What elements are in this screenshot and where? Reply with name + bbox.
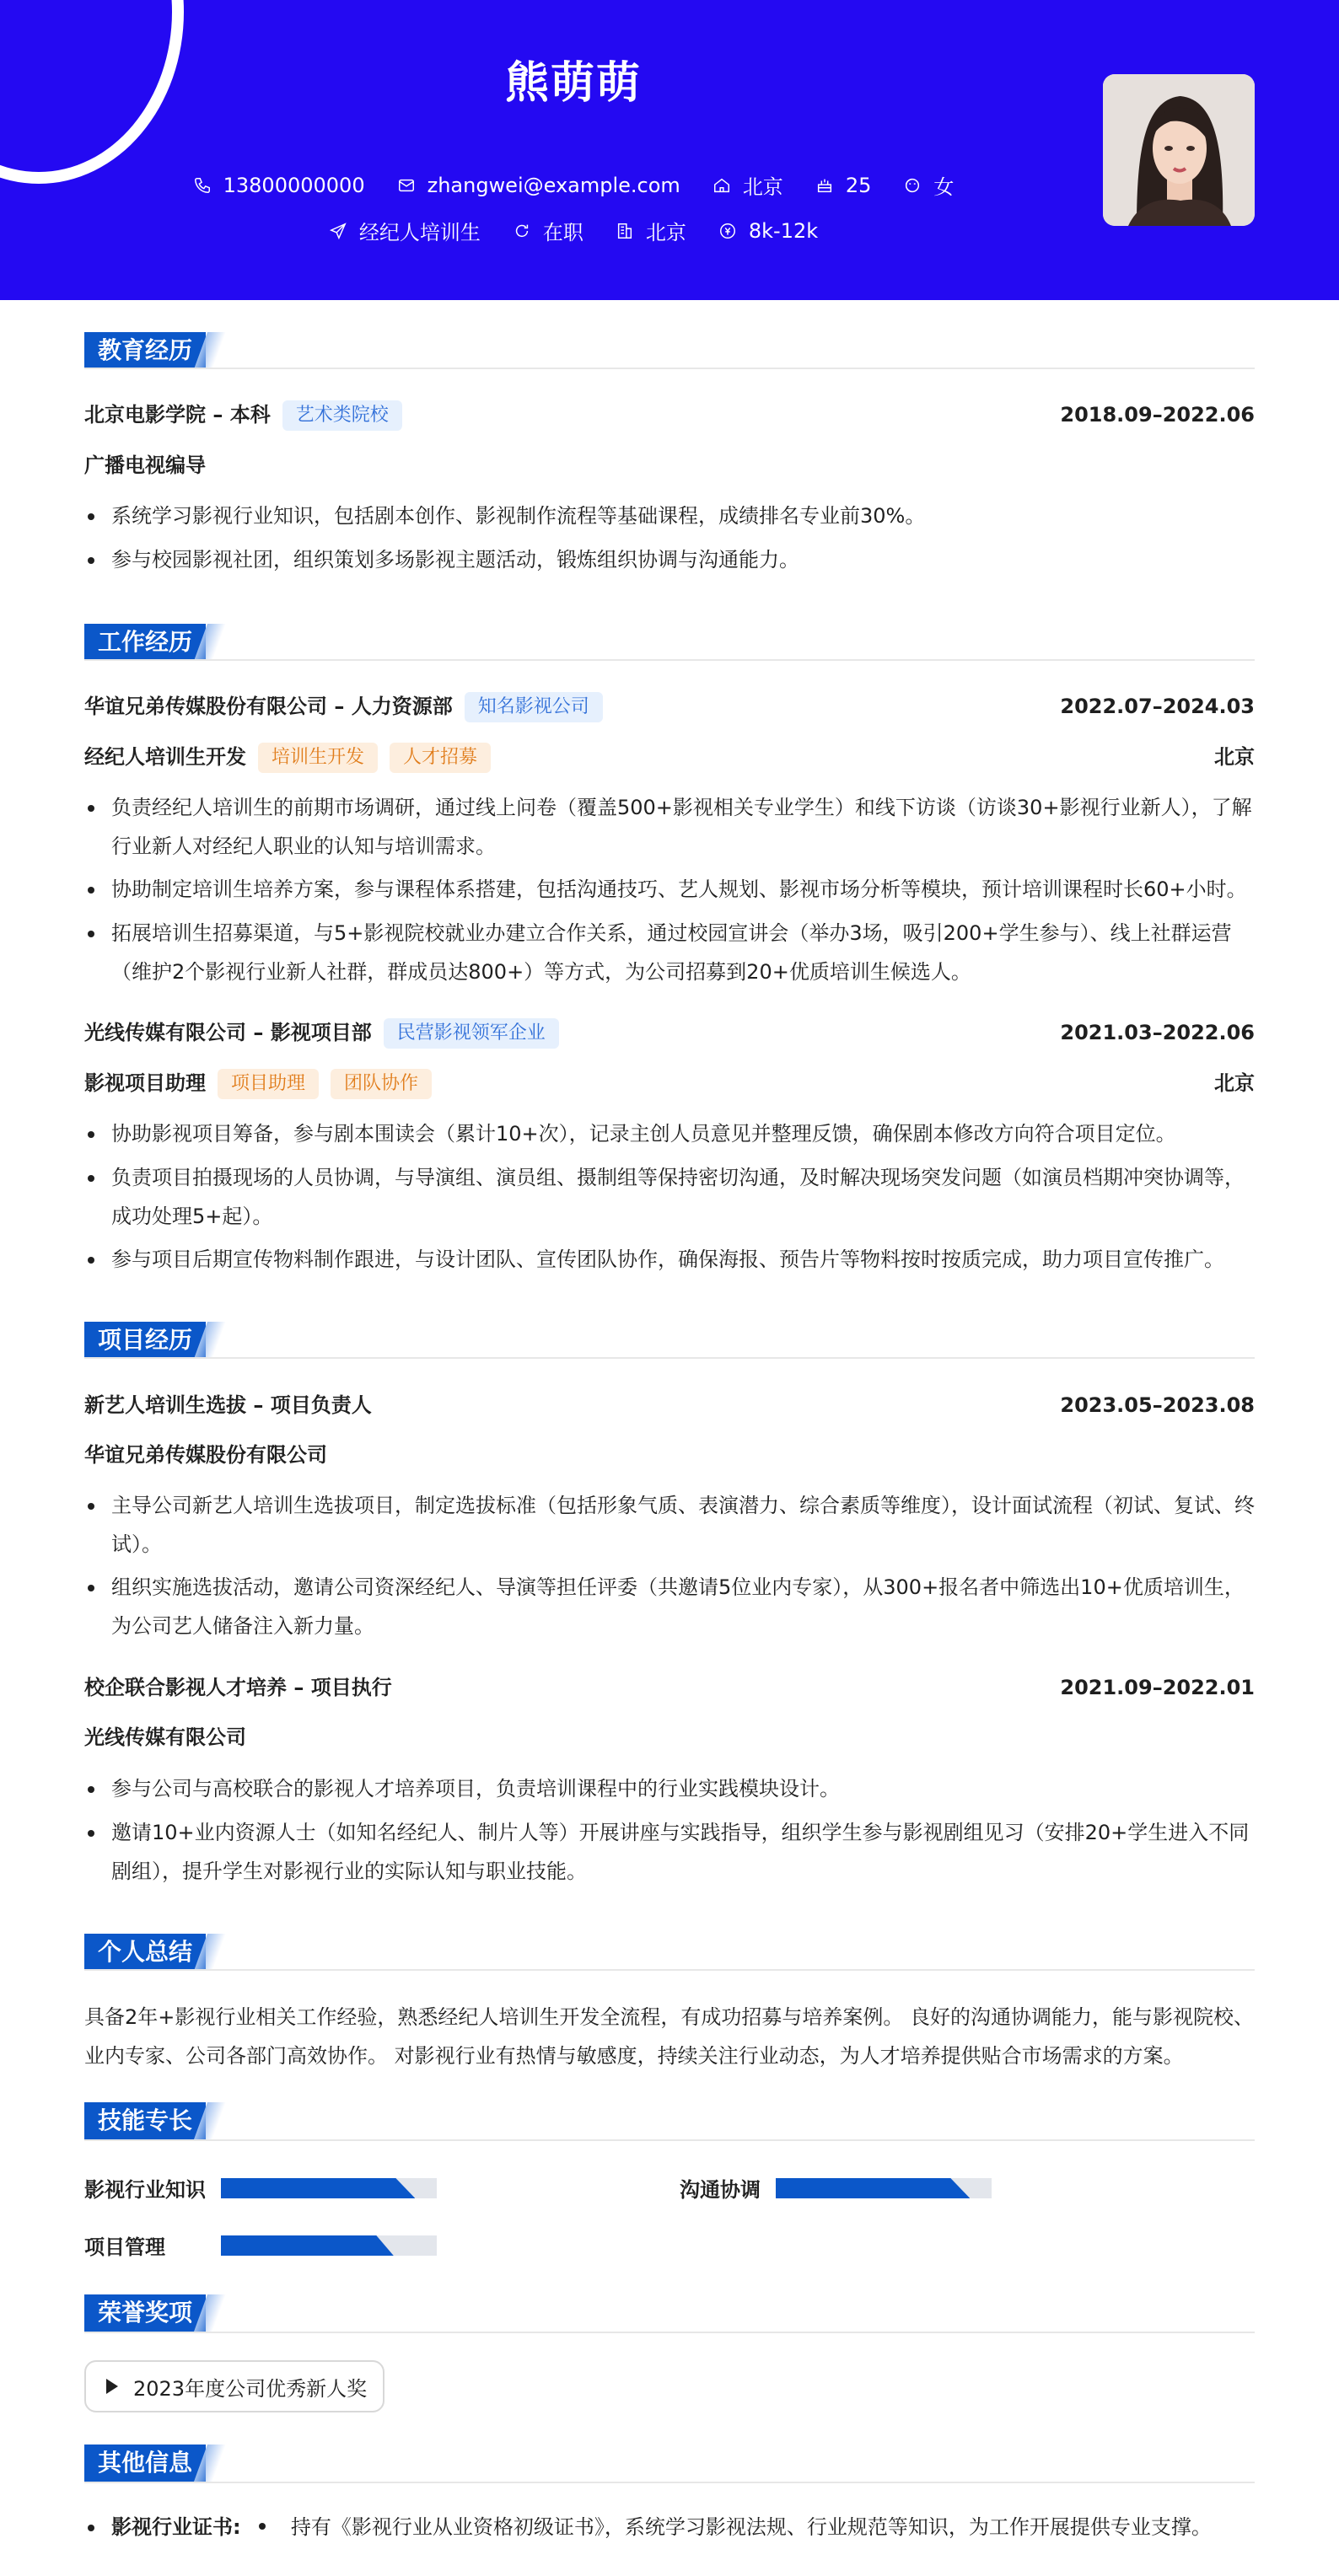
section-divider (84, 659, 1255, 661)
salary-text: 8k-12k (748, 218, 819, 243)
list-item: 参与校园影视社团，组织策划多场影视主题活动，锻炼组织协调与沟通能力。 (84, 540, 1255, 579)
company-tag: 民营影视领军企业 (384, 1018, 559, 1049)
education-period: 2018.09–2022.06 (1060, 403, 1255, 427)
salary-info (718, 219, 818, 243)
project-title: 新艺人培训生选拔 – 项目负责人 (84, 1393, 372, 1417)
list-item: 负责项目拍摄现场的人员协调，与导演组、演员组、摄制组等保持密切沟通，及时解决现场突发问题（如演员档期冲突协调等，成功处理5+起）。 (84, 1158, 1255, 1236)
company-name: 华谊兄弟传媒股份有限公司 – 人力资源部 (84, 695, 453, 718)
award-text: 2023年度公司优秀新人奖 (133, 2376, 368, 2401)
summary-text: 具备2年+影视行业相关工作经验，熟悉经纪人培训生开发全流程，有成功招募与培养案例。 良好的沟通协调能力，能与影视院校、业内专家、公司各部门高效协作。 对影视行业有热情与敏感度，持续关注行业动态，为人才培养提供贴合市场需求的方案。 (84, 2005, 1255, 2068)
other-info-text: 持有《影视行业从业资格初级证书》，系统学习影视法规、行业规范等知识，为工作开展提供专业支撑。 (290, 2515, 1212, 2539)
section-divider (84, 1357, 1255, 1359)
school-name: 北京电影学院 – 本科 (84, 403, 271, 427)
list-item: 参与公司与高校联合的影视人才培养项目，负责培训课程中的行业实践模块设计。 (84, 1769, 1255, 1808)
skill-bar-fill (221, 2235, 394, 2256)
building-icon (616, 222, 634, 240)
email-text: zhangwei@example.com (427, 173, 680, 197)
resume-header (0, 0, 1339, 300)
section-title-education: 教育经历 (84, 332, 219, 369)
email-info (397, 174, 680, 197)
city-text: 北京 (645, 221, 686, 244)
award-item[interactable] (84, 2360, 384, 2412)
location-info (713, 170, 783, 200)
project-period: 2023.05–2023.08 (1060, 1393, 1255, 1417)
education-header (84, 396, 1255, 433)
position-text: 经纪人培训生 (358, 221, 481, 244)
list-item: 负责经纪人培训生的前期市场调研，通过线上问卷（覆盖500+影视相关专业学生）和线下访谈（访谈30+影视行业新人），了解行业新人对经纪人职业的认知与培训需求。 (84, 788, 1255, 866)
work-header (84, 688, 1255, 725)
play-icon (106, 2379, 118, 2394)
section-title-projects: 项目经历 (84, 1322, 219, 1359)
skill-bar-fill (221, 2178, 415, 2198)
list-item: 组织实施选拔活动，邀请公司资深经纪人、导演等担任评委（共邀请5位业内专家），从300+报名者中筛选出10+优质培训生，为公司艺人储备注入新力量。 (84, 1568, 1255, 1645)
phone-info (193, 174, 365, 197)
list-item: 主导公司新艺人培训生选拔项目，制定选拔标准（包括形象气质、表演潜力、综合素质等维度），设计面试流程（初试、复试、终试）。 (84, 1486, 1255, 1564)
work-city: 北京 (1214, 1071, 1255, 1095)
education-major: 广播电视编导 (84, 453, 206, 477)
profile-photo (1103, 74, 1255, 226)
gender-icon (903, 176, 922, 195)
section-title-summary: 个人总结 (84, 1934, 219, 1971)
school-tag: 艺术类院校 (282, 400, 402, 431)
section-title-other: 其他信息 (84, 2445, 219, 2482)
skill-label: 项目管理 (84, 2235, 165, 2259)
list-item: 系统学习影视行业知识，包括剧本创作、影视制作流程等基础课程，成绩排名专业前30%。 (84, 496, 1255, 535)
section-title-skills: 技能专长 (84, 2102, 219, 2139)
skill-bar-fill (776, 2178, 970, 2198)
work-header (84, 1014, 1255, 1051)
project-title: 校企联合影视人才培养 – 项目执行 (84, 1676, 392, 1699)
role-title: 影视项目助理 (84, 1071, 206, 1095)
section-divider (84, 368, 1255, 369)
cake-icon (815, 176, 834, 195)
skill-bar (221, 2235, 437, 2256)
section-divider (84, 2482, 1255, 2483)
work-period: 2021.03–2022.06 (1060, 1021, 1255, 1044)
other-info-label: 影视行业证书: (111, 2515, 241, 2539)
city-info (616, 216, 686, 245)
age-info (815, 174, 872, 197)
section-divider (84, 1969, 1255, 1971)
age-text: 25 (845, 173, 872, 197)
position-info (329, 216, 481, 245)
list-item: 拓展培训生招募渠道，与5+影视院校就业办建立合作关系，通过校园宣讲会（举办3场，吸引200+学生参与）、线上社群运营（维护2个影视行业新人社群，群成员达800+）等方式，为公司招募到20+优质培训生候选人。 (84, 914, 1255, 991)
work-role-row (84, 1065, 1255, 1102)
role-tag: 团队协作 (331, 1069, 432, 1099)
gender-text: 女 (933, 175, 955, 199)
company-tag: 知名影视公司 (465, 692, 603, 722)
project-header (84, 1387, 1255, 1424)
role-tag: 人才招募 (390, 743, 491, 773)
list-item: 邀请10+业内资源人士（如知名经纪人、制片人等）开展讲座与实践指导，组织学生参与影视剧组见习（安排20+学生进入不同剧组），提升学生对影视行业的实际认知与职业技能。 (84, 1813, 1255, 1891)
gender-info (903, 170, 954, 200)
location-text: 北京 (742, 175, 783, 199)
skill-label: 沟通协调 (680, 2178, 761, 2202)
bullet-dot (259, 2523, 266, 2530)
section-divider (84, 2332, 1255, 2333)
section-title-awards: 荣誉奖项 (84, 2294, 219, 2332)
role-title: 经纪人培训生开发 (84, 745, 246, 769)
candidate-name: 熊萌萌 (504, 58, 642, 109)
refresh-icon (513, 222, 531, 240)
other-info-item (84, 2508, 1255, 2546)
section-divider (84, 2139, 1255, 2141)
section-title-work: 工作经历 (84, 624, 219, 661)
mail-icon (397, 176, 416, 195)
project-header (84, 1669, 1255, 1706)
project-period: 2021.09–2022.01 (1060, 1676, 1255, 1699)
project-company: 光线传媒有限公司 (84, 1725, 246, 1749)
job-intent-row (0, 216, 1147, 245)
contact-row (0, 170, 1147, 200)
home-icon (713, 176, 731, 195)
skill-bar (221, 2178, 437, 2198)
company-name: 光线传媒有限公司 – 影视项目部 (84, 1021, 372, 1044)
project-company: 华谊兄弟传媒股份有限公司 (84, 1443, 327, 1467)
skill-bar (776, 2178, 992, 2198)
list-item: 协助影视项目筹备，参与剧本围读会（累计10+次），记录主创人员意见并整理反馈，确保剧本修改方向符合项目定位。 (84, 1114, 1255, 1153)
work-city: 北京 (1214, 745, 1255, 769)
work-period: 2022.07–2024.03 (1060, 695, 1255, 718)
role-tag: 项目助理 (218, 1069, 319, 1099)
list-item: 协助制定培训生培养方案，参与课程体系搭建，包括沟通技巧、艺人规划、影视市场分析等模块，预计培训课程时长60+小时。 (84, 870, 1255, 909)
work-role-row (84, 738, 1255, 775)
money-icon (718, 222, 737, 240)
role-tag: 培训生开发 (258, 743, 378, 773)
phone-text: 13800000000 (223, 173, 365, 197)
send-icon (329, 222, 347, 240)
phone-icon (193, 176, 212, 195)
skill-label: 影视行业知识 (84, 2178, 206, 2202)
list-item: 参与项目后期宣传物料制作跟进，与设计团队、宣传团队协作，确保海报、预告片等物料按时按质完成，助力项目宣传推广。 (84, 1240, 1255, 1279)
status-text: 在职 (542, 221, 583, 244)
status-info (513, 216, 583, 245)
